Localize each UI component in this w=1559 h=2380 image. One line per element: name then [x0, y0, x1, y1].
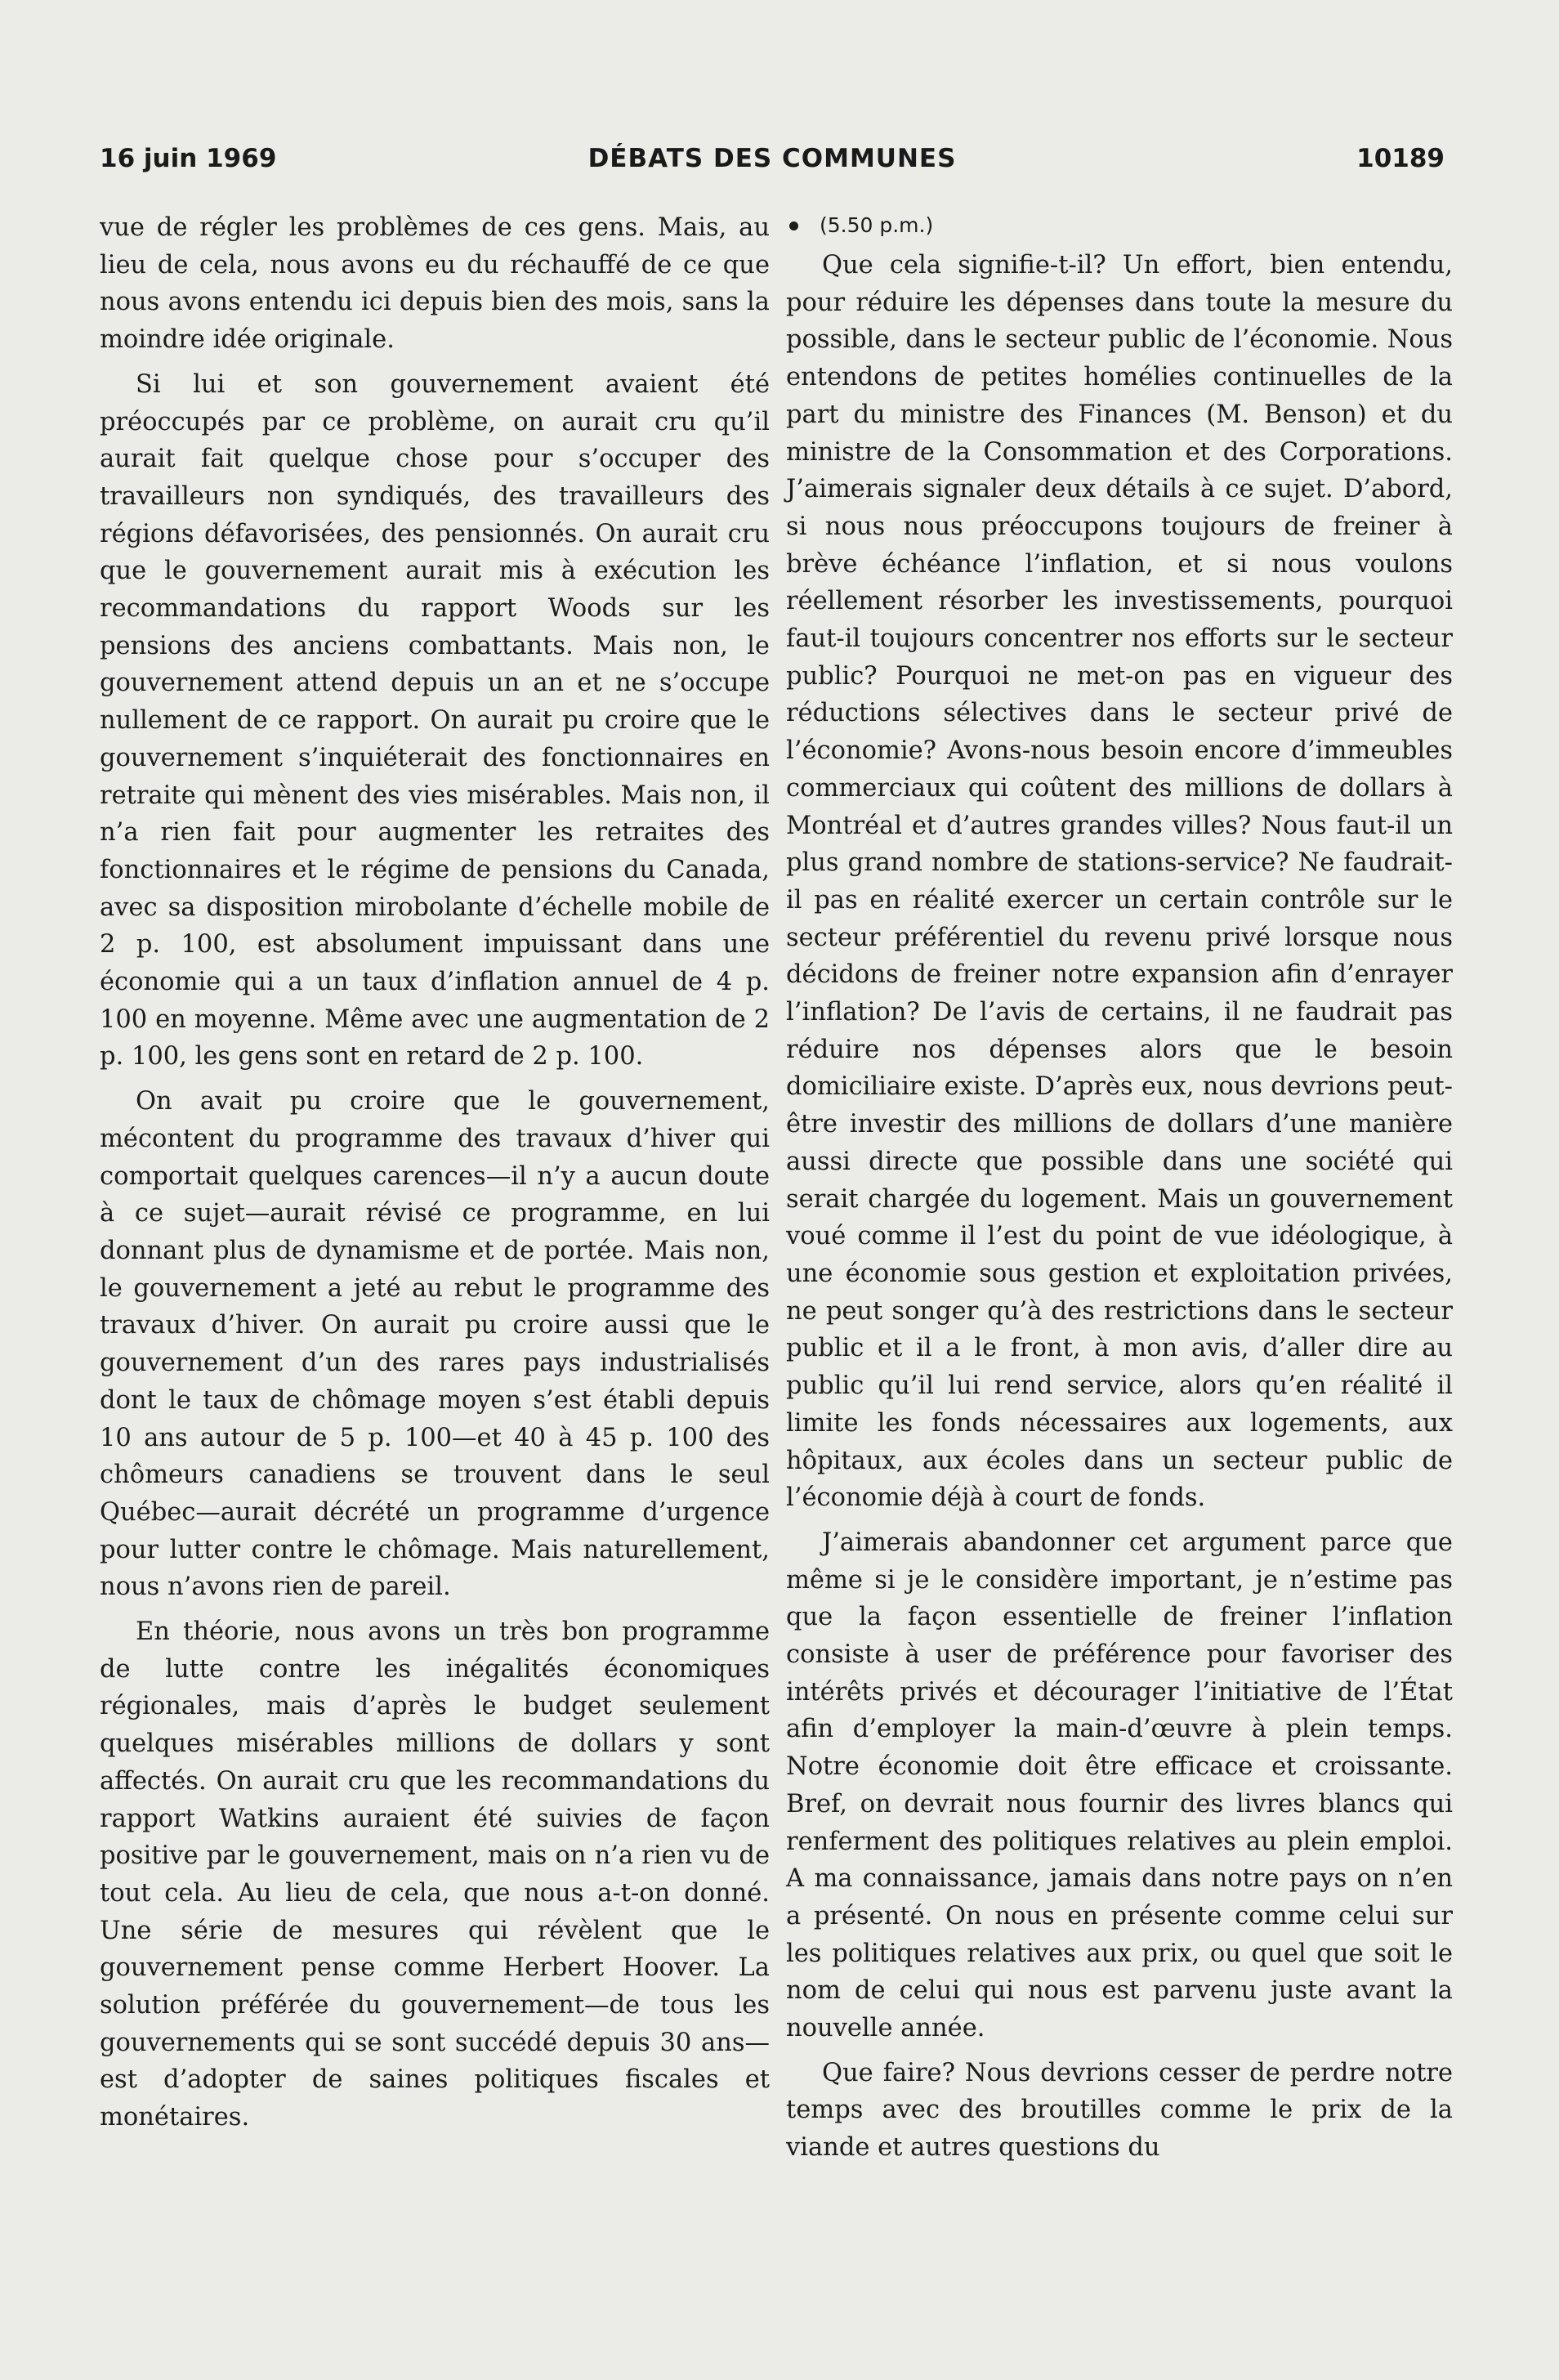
- page-number: 10189: [1356, 144, 1445, 173]
- bullet-icon: [789, 221, 798, 230]
- header-date: 16 juin 1969: [100, 144, 277, 173]
- paragraph: Que cela signifie-t-il? Un effort, bien entendu, pour réduire les dépenses dans toute la mesure du possible, dans le secteur public de l’économie. Nous entendons de petites homélies continuelles de la part du ministre des Finances (M. Benson) et du ministre de la Consommation et des Corporations. J’aimerais signaler deux détails à ce sujet. D’abord, si nous nous préoccupons toujours de freiner à brève échéance l’inflation, et si nous voulons réellement résorber les investissements, pourquoi faut-il toujours concentrer nos efforts sur le secteur public? Pourquoi ne met-on pas en vigueur des réductions sélectives dans le secteur privé de l’économie? Avons-nous besoin encore d’immeubles commerciaux qui coûtent des millions de dollars à Montréal et d’autres grandes villes? Nous faut-il un plus grand nombre de stations-service? Ne faudrait-il pas en réalité exercer un certain contrôle sur le secteur préférentiel du revenu privé lorsque nous décidons de freiner notre expansion afin d’enrayer l’inflation? De l’avis de certains, il ne faudrait pas réduire nos dépenses alors que le besoin domiciliaire existe. D’après eux, nous devrions peut-être investir des millions de dollars d’une manière aussi directe que possible dans une société qui serait chargée du logement. Mais un gouvernement voué comme il l’est du point de vue idéologique, à une économie sous gestion et exploitation privées, ne peut songer qu’à des restrictions dans le secteur public et il a le front, à mon avis, d’aller dire au public qu’il lui rend service, alors qu’en réalité il limite les fonds nécessaires aux logements, aux hôpitaux, aux écoles dans un secteur public de l’économie déjà à court de fonds.: [786, 251, 1453, 1513]
- paragraph: On avait pu croire que le gouvernement, mécontent du programme des travaux d’hiver qui comportait quelques carences—il n’y a aucun doute à ce sujet—aurait révisé ce programme, en lui donnant plus de dynamisme et de portée. Mais non, le gouvernement a jeté au rebut le programme des travaux d’hiver. On aurait pu croire aussi que le gouvernement d’un des rares pays industrialisés dont le taux de chômage moyen s’est établi depuis 10 ans autour de 5 p. 100—et 40 à 45 p. 100 des chômeurs canadiens se trouvent dans le seul Québec—aurait décrété un programme d’urgence pour lutter contre le chômage. Mais naturellement, nous n’avons rien de pareil.: [100, 1087, 770, 1602]
- timestamp: [786, 209, 1453, 242]
- paragraph: Si lui et son gouvernement avaient été préoccupés par ce problème, on aurait cru qu’il aurait fait quelque chose pour s’occuper des travailleurs non syndiqués, des travailleurs des régions défavorisées, des pensionnés. On aurait cru que le gouvernement aurait mis à exécution les recommandations du rapport Woods sur les pensions des anciens combattants. Mais non, le gouvernement attend depuis un an et ne s’occupe nullement de ce rapport. On aurait pu croire que le gouvernement s’inquiéterait des fonctionnaires en retraite qui mènent des vies misérables. Mais non, il n’a rien fait pour augmenter les retraites des fonctionnaires et le régime de pensions du Canada, avec sa disposition mirobolante d’échelle mobile de 2 p. 100, est absolument impuissant dans une économie qui a un taux d’inflation annuel de 4 p. 100 en moyenne. Même avec une augmentation de 2 p. 100, les gens sont en retard de 2 p. 100.: [100, 369, 770, 1071]
- page-header: [100, 144, 1445, 177]
- timestamp-text: (5.50 p.m.): [820, 213, 934, 237]
- right-column: [786, 209, 1453, 2174]
- paragraph: En théorie, nous avons un très bon programme de lutte contre les inégalités économiques régionales, mais d’après le budget seulement quelques misérables millions de dollars y sont affectés. On aurait cru que les recommandations du rapport Watkins auraient été suivies de façon positive par le gouvernement, mais on n’a rien vu de tout cela. Au lieu de cela, que nous a-t-on donné. Une série de mesures qui révèlent que le gouvernement pense comme Herbert Hoover. La solution préférée du gouvernement—de tous les gouvernements qui se sont succédé depuis 30 ans—est d’adopter de saines politiques fiscales et monétaires.: [100, 1617, 770, 2132]
- header-title: DÉBATS DES COMMUNES: [587, 144, 957, 173]
- left-column: [100, 209, 770, 2144]
- paragraph: vue de régler les problèmes de ces gens. Mais, au lieu de cela, nous avons eu du réchauffé de ce que nous avons entendu ici depuis bien des mois, sans la moindre idée originale.: [100, 213, 770, 355]
- paragraph: Que faire? Nous devrions cesser de perdre notre temps avec des broutilles comme le prix de la viande et autres questions du: [786, 2058, 1453, 2163]
- paragraph: J’aimerais abandonner cet argument parce que même si je le considère important, je n’estime pas que la façon essentielle de freiner l’inflation consiste à user de préférence pour favoriser des intérêts privés et décourager l’initiative de l’État afin d’employer la main-d’œuvre à plein temps. Notre économie doit être efficace et croissante. Bref, on devrait nous fournir des livres blancs qui renferment des politiques relatives au plein emploi. A ma connaissance, jamais dans notre pays on n’en a présenté. On nous en présente comme celui sur les politiques relatives aux prix, ou quel que soit le nom de celui qui nous est parvenu juste avant la nouvelle année.: [786, 1528, 1453, 2043]
